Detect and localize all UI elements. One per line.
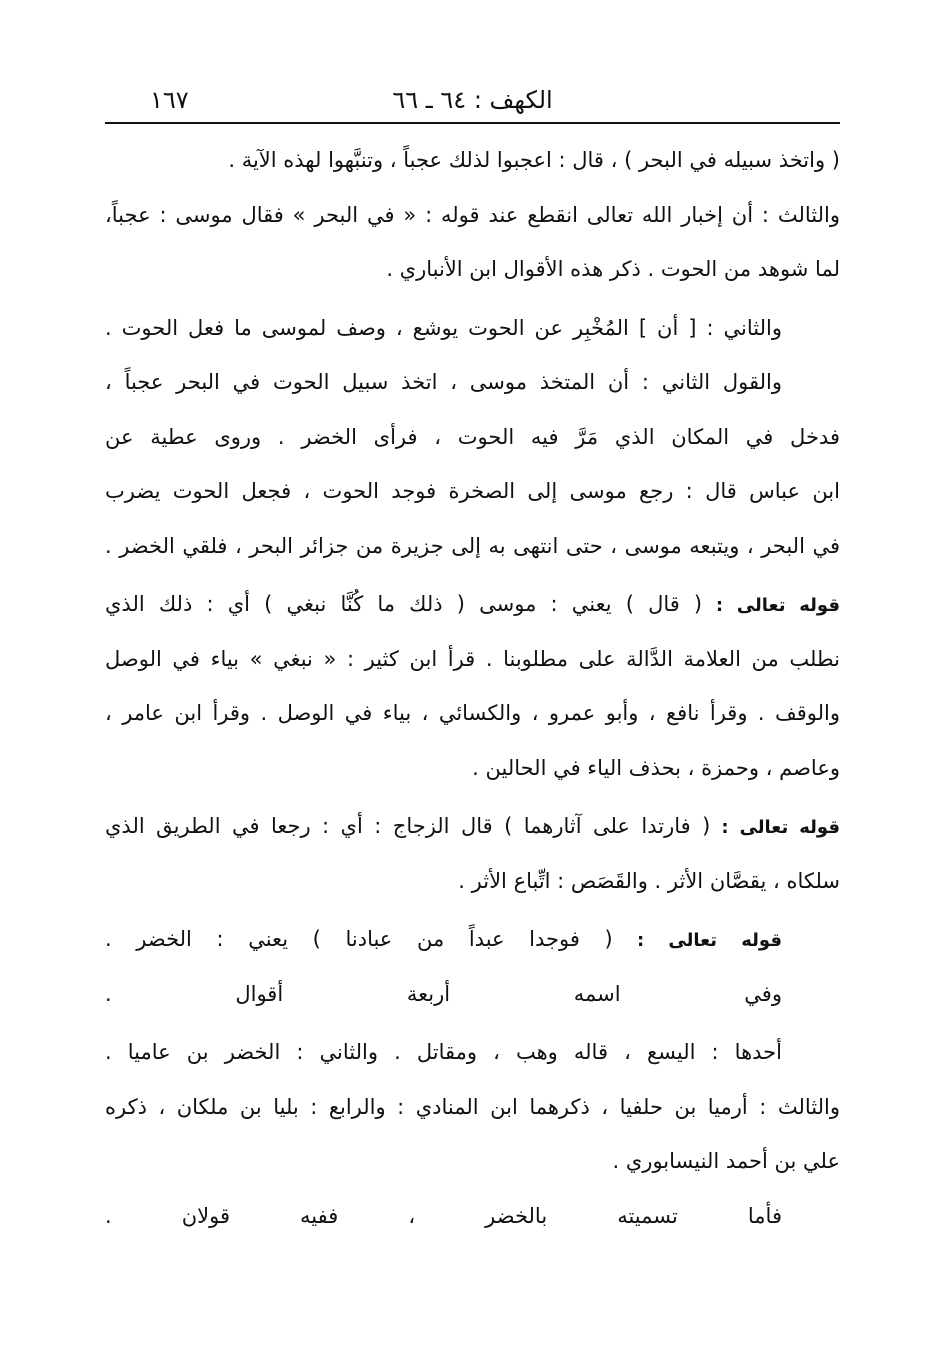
line-text: ( واتخذ سبيله في البحر ) ، قال : اعجبوا لذلك عجباً ، وتنبَّهوا لهذه الآية . [228,148,840,172]
body-text [105,133,840,1243]
verse-label: قوله تعالى : [710,817,840,838]
line-text: ابن عباس قال : رجع موسى إلى الصخرة فوجد الحوت ، فجعل الحوت يضرب [105,479,840,503]
text-line [105,242,840,297]
text-line [105,1025,840,1080]
line-text: والثالث : أن إخبار الله تعالى انقطع عند قوله : « في البحر » فقال موسى : عجباً، [105,202,840,227]
text-line [105,577,840,632]
line-text: ( قال ) يعني : موسى ( ذلك ما كُنَّا نبغي ) أي : ذلك الذي [105,592,703,616]
line-text: سلكاه ، يقصَّان الأثر . والقَصَص : اتِّباع الأثر . [458,868,840,893]
text-line [105,188,840,243]
text-line [105,632,840,687]
text-line [105,410,840,465]
line-text: والثالث : أرميا بن حلفيا ، ذكرهما ابن المنادي : والرابع : بليا بن ملكان ، ذكره [105,1094,840,1119]
line-text: والقول الثاني : أن المتخذ موسى ، اتخذ سبيل الحوت في البحر عجباً ، [105,370,782,394]
line-text: والثاني : [ أن ] المُخْبِر عن الحوت يوشع ، وصف لموسى ما فعل الحوت . [105,315,782,340]
text-line [105,1080,840,1135]
text-line [105,967,840,1022]
text-line [105,464,840,519]
text-line [105,854,840,909]
verse-label: قوله تعالى : [612,930,782,951]
line-text: وعاصم ، وحمزة ، بحذف الياء في الحالين . [472,755,840,780]
text-line [105,355,840,410]
text-line [105,799,840,854]
line-text: علي بن أحمد النيسابوري . [612,1149,840,1173]
text-line [105,133,840,188]
line-text: فدخل في المكان الذي مَرَّ فيه الحوت ، فرأى الخضر . وروى عطية عن [105,424,840,449]
text-line [105,686,840,741]
page-number: ١٦٧ [150,86,189,114]
text-line [105,1134,840,1189]
line-text: ( فوجدا عبداً من عبادنا ) يعني : الخضر . [105,927,613,951]
text-line [105,741,840,796]
line-text: وفي اسمه أربعة أقوال . [105,981,782,1006]
line-text: في البحر ، ويتبعه موسى ، حتى انتهى به إلى جزيرة من جزائر البحر ، فلقي الخضر . [105,533,840,558]
header-rule [105,122,840,124]
text-line [105,1189,840,1244]
text-line [105,912,840,967]
text-line [105,301,840,356]
line-text: فأما تسميته بالخضر ، ففيه قولان . [105,1203,782,1228]
running-header [105,78,840,122]
line-text: نطلب من العلامة الدَّالة على مطلوبنا . قرأ ابن كثير : « نبغي » بياء في الوصل [105,646,840,671]
verse-label: قوله تعالى : [702,595,840,616]
line-text: ( فارتدا على آثارهما ) قال الزجاج : أي : رجعا في الطريق الذي [105,814,711,838]
line-text: والوقف . وقرأ نافع ، وأبو عمرو ، والكسائي ، بياء في الوصل . وقرأ ابن عامر ، [105,701,840,725]
line-text: أحدها : اليسع ، قاله وهب ، ومقاتل . والثاني : الخضر بن عاميا . [105,1040,782,1064]
line-text: لما شوهد من الحوت . ذكر هذه الأقوال ابن الأنباري . [386,257,840,281]
chapter-title: الكهف : ٦٤ ـ ٦٦ [392,86,553,114]
text-line [105,519,840,574]
